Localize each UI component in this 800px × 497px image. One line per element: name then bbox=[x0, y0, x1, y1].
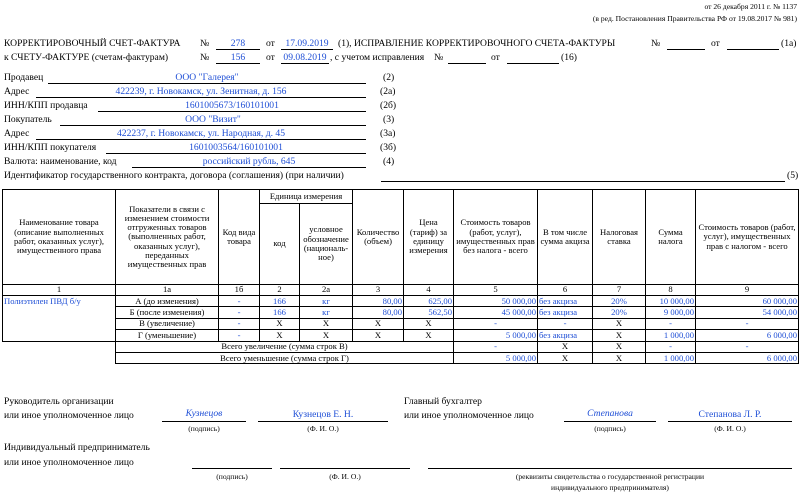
corr-invoice-date: 17.09.2019 bbox=[285, 38, 329, 49]
row-indicator: Г (уменьшение) bbox=[116, 330, 219, 341]
invoice-no-sign: № bbox=[200, 52, 210, 63]
ip-label-1: Индивидуальный предприниматель bbox=[4, 442, 150, 453]
row-qty: X bbox=[353, 318, 404, 329]
invoice-date: 09.08.2019 bbox=[283, 52, 327, 63]
buyer-address-label: Адрес bbox=[4, 128, 30, 139]
header-unit-code: код bbox=[260, 204, 300, 285]
row-excise: без акциза bbox=[538, 296, 593, 307]
goods-table bbox=[2, 189, 799, 364]
row-unit-code: 166 bbox=[260, 307, 300, 318]
col-number: 2 bbox=[260, 285, 300, 296]
row-tax: 9 000,00 bbox=[646, 307, 696, 318]
header-unit-name: условное обозначение (националь- ное) bbox=[300, 204, 353, 285]
sum-increase-cost: - bbox=[454, 341, 538, 352]
decree-line-1: от 26 декабря 2011 г. № 1137 bbox=[704, 2, 797, 11]
col-number: 3 bbox=[353, 285, 404, 296]
row-unit-name: X bbox=[300, 330, 353, 341]
row-excise: без акциза bbox=[538, 307, 593, 318]
seller-address-label: Адрес bbox=[4, 86, 30, 97]
header-rate: Налоговая ставка bbox=[593, 190, 646, 285]
row-tax: 1 000,00 bbox=[646, 330, 696, 341]
buyer-inn-label: ИНН/КПП покупателя bbox=[4, 142, 97, 153]
header-cost-w-tax: Стоимость товаров (работ, услуг), имущественных прав с налогом - всего bbox=[696, 190, 799, 285]
col-number: 1 bbox=[3, 285, 116, 296]
sum-decrease-total: 6 000,00 bbox=[696, 352, 799, 363]
sum-decrease-tax: 1 000,00 bbox=[646, 352, 696, 363]
row-rate: X bbox=[593, 330, 646, 341]
row-cost: 5 000,00 bbox=[454, 330, 538, 341]
row-total: - bbox=[696, 318, 799, 329]
buyer-value: ООО "Визит" bbox=[185, 114, 241, 125]
row-unit-name: кг bbox=[300, 296, 353, 307]
row-kind-code: - bbox=[219, 307, 260, 318]
header-price: Цена (тариф) за единицу измерения bbox=[404, 190, 454, 285]
sum-increase-label: Всего увеличение (сумма строк В) bbox=[116, 341, 454, 352]
ip-label-2: или иное уполномоченное лицо bbox=[4, 457, 134, 468]
seller-label: Продавец bbox=[4, 72, 44, 83]
buyer-inn-code: (3б) bbox=[380, 142, 397, 153]
corr-invoice-number: 278 bbox=[230, 38, 246, 49]
with-correction: , с учетом исправления bbox=[330, 52, 425, 63]
header-tax: Сумма налога bbox=[646, 190, 696, 285]
sum-increase-excise: X bbox=[538, 341, 593, 352]
row-kind-code: - bbox=[219, 318, 260, 329]
sum-increase-total: - bbox=[696, 341, 799, 352]
code-1a: (1а) bbox=[781, 38, 797, 49]
head-label-2: или иное уполномоченное лицо bbox=[4, 410, 134, 421]
with-correction-from: от bbox=[491, 52, 500, 63]
table-row bbox=[3, 352, 799, 363]
sum-decrease-label: Всего уменьшение (сумма строк Г) bbox=[116, 352, 454, 363]
gov-contract-code: (5) bbox=[787, 170, 799, 181]
decree-line-2: (в ред. Постановления Правительства РФ от 19.08.2017 № 981) bbox=[592, 14, 797, 23]
buyer-address-value: 422237, г. Новокамск, ул. Народная, д. 45 bbox=[117, 128, 285, 139]
table-row bbox=[3, 341, 799, 352]
currency-code: (4) bbox=[383, 156, 395, 167]
row-rate: 20% bbox=[593, 307, 646, 318]
seller-inn-label: ИНН/КПП продавца bbox=[4, 100, 88, 111]
row-unit-code: X bbox=[260, 330, 300, 341]
sum-decrease-excise: X bbox=[538, 352, 593, 363]
row-kind-code: - bbox=[219, 296, 260, 307]
code-16: (16) bbox=[561, 52, 577, 63]
row-rate: X bbox=[593, 318, 646, 329]
currency-label: Валюта: наименование, код bbox=[4, 156, 117, 167]
ip-fio-caption: (Ф. И. О.) bbox=[329, 472, 361, 481]
invoice-number: 156 bbox=[230, 52, 246, 63]
header-unit: Единица измерения bbox=[260, 190, 353, 204]
col-number: 5 bbox=[454, 285, 538, 296]
row-indicator: Б (после изменения) bbox=[116, 307, 219, 318]
buyer-label: Покупатель bbox=[4, 114, 52, 125]
header-indicators: Показатели в связи с изменением стоимости отгруженных товаров (выполненных работ, оказанных услуг), переданных имущественных прав bbox=[116, 190, 219, 285]
accountant-sign-caption: (подпись) bbox=[594, 424, 626, 433]
accountant-label-2: или иное уполномоченное лицо bbox=[404, 410, 534, 421]
header-cost-wo-tax: Стоимость товаров (работ, услуг), имущественных прав без налога - всего bbox=[454, 190, 538, 285]
with-correction-no-sign: № bbox=[434, 52, 444, 63]
accountant-fio-caption: (Ф. И. О.) bbox=[714, 424, 746, 433]
row-qty: 80,00 bbox=[353, 307, 404, 318]
row-price: X bbox=[404, 330, 454, 341]
seller-code: (2) bbox=[383, 72, 395, 83]
row-cost: 50 000,00 bbox=[454, 296, 538, 307]
buyer-code: (3) bbox=[383, 114, 395, 125]
seller-address-value: 422239, г. Новокамск, ул. Зенитная, д. 156 bbox=[115, 86, 287, 97]
row-indicator: А (до изменения) bbox=[116, 296, 219, 307]
head-sign-caption: (подпись) bbox=[188, 424, 220, 433]
title-no-sign: № bbox=[200, 38, 210, 49]
col-number: 4 bbox=[404, 285, 454, 296]
accountant-name: Степанова Л. Р. bbox=[698, 409, 762, 420]
row-unit-code: X bbox=[260, 318, 300, 329]
row-tax: - bbox=[646, 318, 696, 329]
header-name: Наименование товара (описание выполненных работ, оказанных услуг), имущественного права bbox=[3, 190, 116, 285]
invoice-ref-prefix: к СЧЕТУ-ФАКТУРЕ (счетам-фактурам) bbox=[4, 52, 169, 63]
col-number: 6 bbox=[538, 285, 593, 296]
header-excise: В том числе сумма акциза bbox=[538, 190, 593, 285]
col-number: 1б bbox=[219, 285, 260, 296]
ip-sign-caption: (подпись) bbox=[216, 472, 248, 481]
currency-value: российский рубль, 645 bbox=[202, 156, 296, 167]
header-qty: Количество (объем) bbox=[353, 190, 404, 285]
sum-increase-tax: - bbox=[646, 341, 696, 352]
product-name: Полиэтилен ПВД б/у bbox=[3, 296, 116, 342]
row-total: 60 000,00 bbox=[696, 296, 799, 307]
col-number: 1а bbox=[116, 285, 219, 296]
col-number: 7 bbox=[593, 285, 646, 296]
seller-inn-value: 1601005673/160101001 bbox=[185, 100, 279, 111]
invoice-from: от bbox=[266, 52, 275, 63]
row-qty: 80,00 bbox=[353, 296, 404, 307]
row-unit-name: кг bbox=[300, 307, 353, 318]
row-total: 6 000,00 bbox=[696, 330, 799, 341]
buyer-address-code: (3а) bbox=[380, 128, 396, 139]
correction-from: от bbox=[711, 38, 720, 49]
row-cost: - bbox=[454, 318, 538, 329]
table-row bbox=[3, 307, 799, 318]
head-label-1: Руководитель организации bbox=[4, 396, 114, 407]
seller-value: ООО "Галерея" bbox=[175, 72, 239, 83]
sum-decrease-cost: 5 000,00 bbox=[454, 352, 538, 363]
col-number: 8 bbox=[646, 285, 696, 296]
sum-increase-rate: X bbox=[593, 341, 646, 352]
seller-inn-code: (2б) bbox=[380, 100, 397, 111]
table-row bbox=[3, 318, 799, 329]
row-cost: 45 000,00 bbox=[454, 307, 538, 318]
header-kind-code: Код вида товара bbox=[219, 190, 260, 285]
col-number: 9 bbox=[696, 285, 799, 296]
row-indicator: В (увеличение) bbox=[116, 318, 219, 329]
ip-reg-caption-1: (реквизиты свидетельства о государственной регистрации bbox=[515, 472, 705, 481]
row-rate: 20% bbox=[593, 296, 646, 307]
accountant-label-1: Главный бухгалтер bbox=[404, 396, 482, 407]
head-signature: Кузнецов bbox=[185, 408, 223, 419]
buyer-inn-value: 1601003564/160101001 bbox=[189, 142, 283, 153]
row-price: X bbox=[404, 318, 454, 329]
head-name: Кузнецов Е. Н. bbox=[292, 409, 354, 420]
title-correction: (1), ИСПРАВЛЕНИЕ КОРРЕКТИРОВОЧНОГО СЧЕТА-ФАКТУРЫ bbox=[338, 38, 616, 49]
gov-contract-label: Идентификатор государственного контракта, договора (соглашения) (при наличии) bbox=[4, 170, 344, 181]
head-fio-caption: (Ф. И. О.) bbox=[307, 424, 339, 433]
row-tax: 10 000,00 bbox=[646, 296, 696, 307]
row-qty: X bbox=[353, 330, 404, 341]
title-from: от bbox=[266, 38, 275, 49]
correction-no-sign: № bbox=[651, 38, 661, 49]
row-price: 625,00 bbox=[404, 296, 454, 307]
ip-reg-caption-2: индивидуального предпринимателя) bbox=[551, 483, 669, 492]
seller-address-code: (2а) bbox=[380, 86, 396, 97]
table-row bbox=[3, 296, 799, 307]
row-excise: - bbox=[538, 318, 593, 329]
accountant-signature: Степанова bbox=[587, 408, 633, 419]
sum-decrease-rate: X bbox=[593, 352, 646, 363]
row-price: 562,50 bbox=[404, 307, 454, 318]
row-unit-name: X bbox=[300, 318, 353, 329]
col-number: 2а bbox=[300, 285, 353, 296]
row-excise: без акциза bbox=[538, 330, 593, 341]
row-total: 54 000,00 bbox=[696, 307, 799, 318]
row-kind-code: - bbox=[219, 330, 260, 341]
title-prefix: КОРРЕКТИРОВОЧНЫЙ СЧЕТ-ФАКТУРА bbox=[4, 38, 181, 49]
table-row bbox=[3, 330, 799, 341]
row-unit-code: 166 bbox=[260, 296, 300, 307]
